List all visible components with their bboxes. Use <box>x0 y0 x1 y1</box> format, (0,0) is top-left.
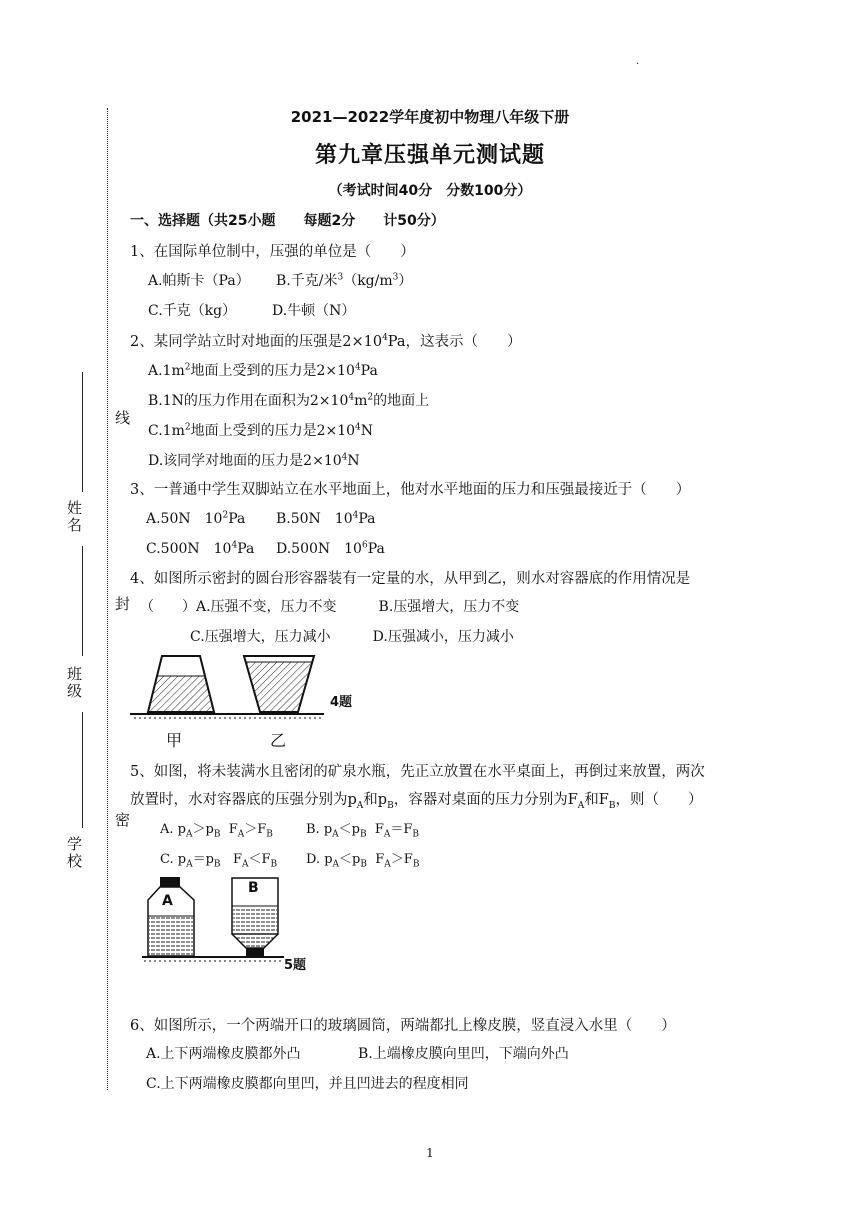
bottle-a-label: A <box>162 893 173 909</box>
bottle-a-cap <box>160 877 180 887</box>
q4-stem: 4、如图所示密封的圆台形容器装有一定量的水，从甲到乙，则水对容器底的作用情况是 <box>130 571 691 587</box>
bottle-b-label: B <box>248 880 259 896</box>
q4-fig-label: 4题 <box>330 695 353 710</box>
q3-option-c: C.500N $10^4Pa$ <box>146 540 255 557</box>
q6-option-c: C.上下两端橡皮膜都向里凹，并且凹进去的程度相同 <box>146 1076 469 1092</box>
q3-option-d: D.500N $10^6Pa$ <box>276 540 385 557</box>
q5-option-a: A. $p_A>p_B$ $F_A>F_B$ <box>160 822 273 840</box>
q3-option-a: A.50N $10^2Pa$ <box>146 510 246 527</box>
q5-fig-label: 5题 <box>284 958 307 973</box>
water-yi <box>246 662 312 712</box>
title-main: 第九章压强单元测试题 <box>314 143 545 168</box>
q5-figure <box>138 872 298 972</box>
class-label: 班级 <box>65 666 83 700</box>
q6-stem: 6、如图所示，一个两端开口的玻璃圆筒，两端都扎上橡皮膜，竖直浸入水里（ ） <box>130 1018 676 1034</box>
binding-feng: 封 <box>113 596 131 613</box>
bottle-b-cap <box>246 948 264 956</box>
water-jia <box>148 676 214 712</box>
q1-option-d: D.牛顿（N） <box>272 303 356 319</box>
top-dot: . <box>636 56 640 67</box>
page-number: 1 <box>426 1146 434 1160</box>
q2-option-c: $C.1m^2$地面上受到的压力是$2\times 10^4N$ <box>148 422 374 439</box>
q6-option-b: B.上端橡皮膜向里凹，下端向外凸 <box>358 1046 569 1062</box>
q2-option-a: $A.1m^2$地面上受到的压力是$2\times 10^4Pa$ <box>148 362 378 379</box>
title-line1: 2021—2022学年度初中物理八年级下册 <box>290 108 570 126</box>
water-a <box>149 916 193 955</box>
q5-stem: 5、如图，将未装满水且密闭的矿泉水瓶，先正立放置在水平桌面上，再倒过来放置，两次 <box>130 764 705 780</box>
q5-option-d: D. $p_A<p_B$ $F_A>F_B$ <box>306 852 420 870</box>
q4-options-ab: （ ）A.压强不变，压力不变 B.压强增大，压力不变 <box>140 599 520 615</box>
exam-info: （考试时间40分 分数100分） <box>328 183 532 199</box>
q5-option-c: C. $p_A=p_B$ $F_A<F_B$ <box>160 852 278 870</box>
q1-stem: 1、在国际单位制中，压强的单位是（ ） <box>130 244 415 260</box>
q1-option-a: A.帕斯卡（Pa） <box>148 273 250 289</box>
q2-stem: 2、某同学站立时对地面的压强是$2\times 10^4Pa$，这表示（ ） <box>130 333 522 350</box>
class-underline <box>82 546 83 656</box>
q4-label-yi: 乙 <box>270 731 287 750</box>
q5-option-b: B. $p_A<p_B$ $F_A=F_B$ <box>306 822 420 840</box>
school-underline <box>82 712 83 828</box>
q2-option-d: D.该同学对地面的压力是$2\times 10^4N$ <box>148 452 360 469</box>
q6-option-a: A.上下两端橡皮膜都外凸 <box>146 1046 301 1062</box>
section1-heading: 一、选择题（共25小题 每题2分 计50分） <box>130 213 445 229</box>
q1-option-c: C.千克（kg） <box>148 303 237 319</box>
name-label: 姓名 <box>65 500 83 534</box>
q5-stem-line2: 放置时，水对容器底的压强分别为$p_A$和$p_B$，容器对桌面的压力分别为$F_A$和$F_B$，则（ ） <box>130 792 703 811</box>
q2-option-b: B.1N的压力作用在面积为$2\times 10^4m^2$的地面上 <box>148 392 430 409</box>
q3-option-b: B.50N $10^4Pa$ <box>276 510 376 527</box>
binding-mi: 密 <box>113 812 131 829</box>
q1-option-b: B.千克/米$^3(kg/m^3)$ <box>276 272 413 289</box>
binding-xian: 线 <box>113 410 131 427</box>
q3-stem: 3、一普通中学生双脚站立在水平地面上，他对水平地面的压力和压强最接近于（ ） <box>130 482 691 498</box>
name-underline <box>82 372 83 492</box>
binding-dotted-line <box>107 108 108 1090</box>
q4-label-jia: 甲 <box>166 731 183 750</box>
school-label: 学校 <box>65 836 83 870</box>
q4-options-cd: C.压强增大，压力减小 D.压强减小，压力减小 <box>190 629 514 645</box>
